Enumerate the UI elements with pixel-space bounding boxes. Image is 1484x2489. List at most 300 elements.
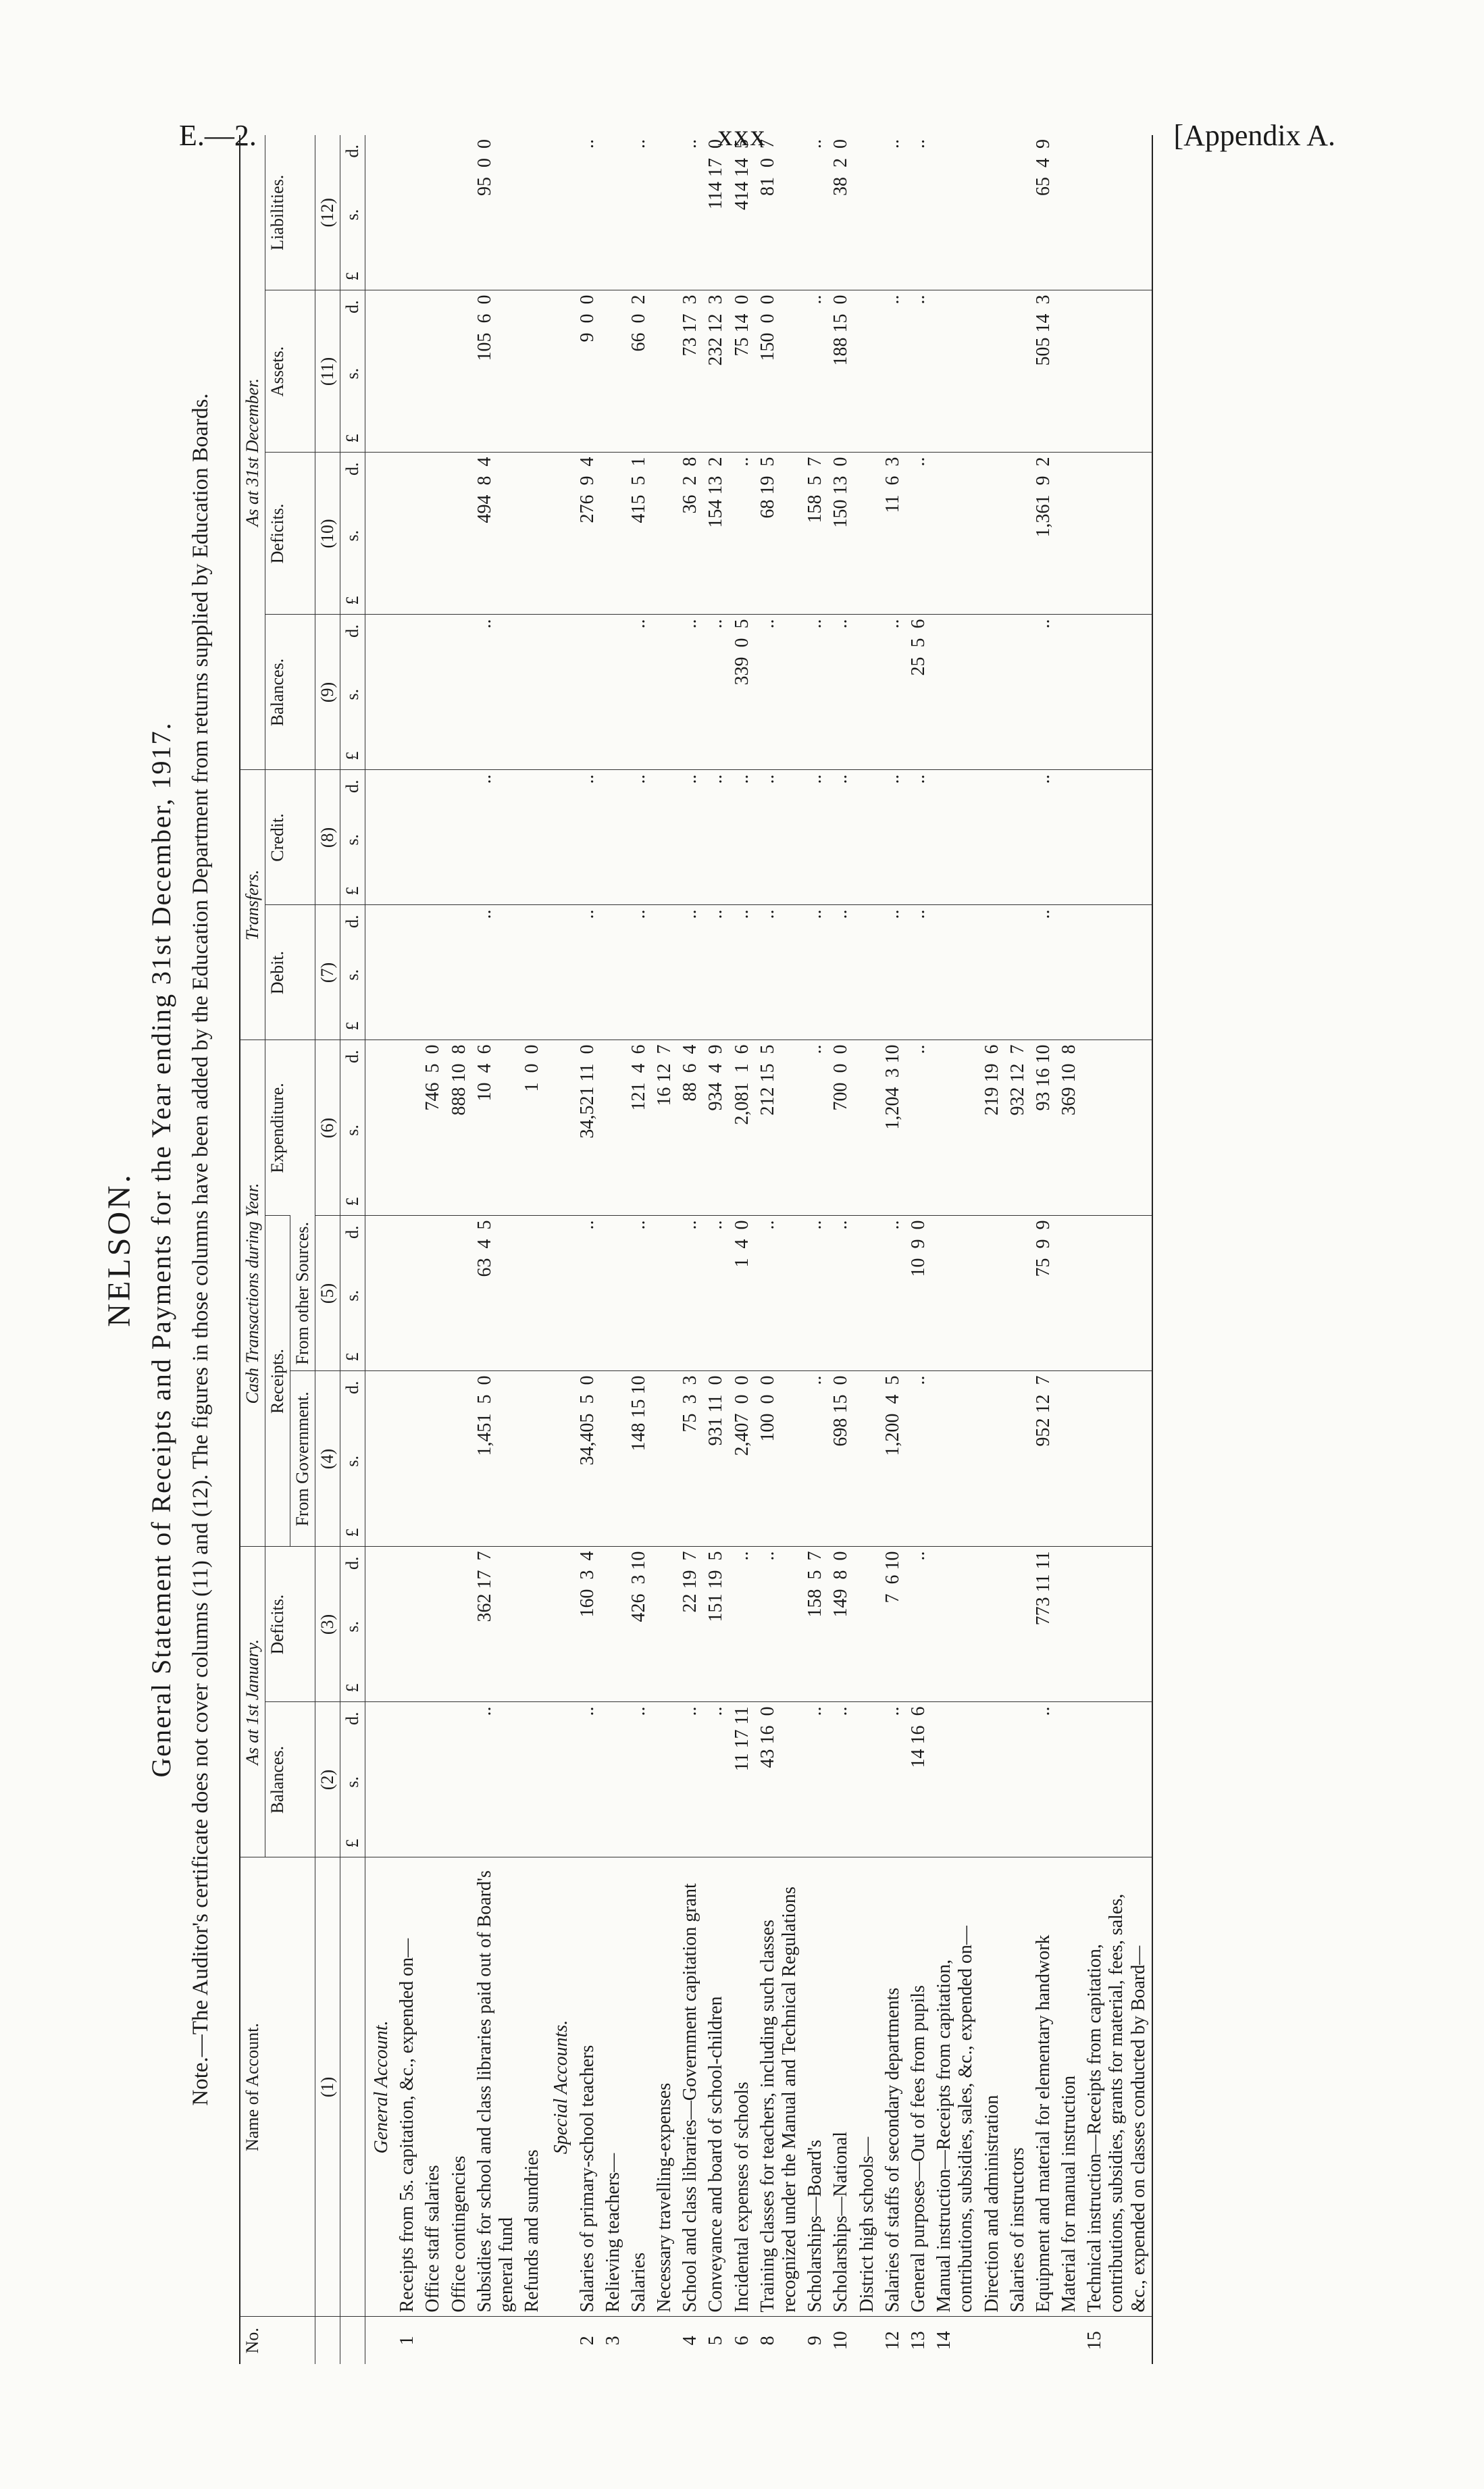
account-name: Relieving teachers— — [600, 1857, 625, 2317]
amount-cell — [446, 135, 471, 290]
amount-cell — [1082, 1040, 1152, 1216]
amount-cell: .. — [729, 770, 754, 905]
amount-cell — [545, 905, 574, 1040]
amount-cell — [1056, 770, 1082, 905]
amount-cell — [600, 615, 625, 770]
amount-cell: .. — [828, 905, 854, 1040]
amount-cell — [545, 1371, 574, 1547]
amount-cell — [394, 1040, 420, 1216]
amount-cell — [365, 770, 394, 905]
amount-cell — [365, 905, 394, 1040]
amount-cell — [1056, 905, 1082, 1040]
amount-cell: .. — [677, 905, 703, 1040]
amount-cell — [652, 905, 677, 1040]
amount-cell: 34,405 5 0 — [574, 1371, 600, 1547]
amount-cell — [545, 453, 574, 615]
pound-unit: £ — [342, 1352, 362, 1362]
col-num: (7) — [315, 905, 340, 1040]
amount-cell — [1082, 770, 1152, 905]
amount-cell: .. — [471, 1702, 519, 1857]
amount-cell: .. — [802, 770, 828, 905]
amount-cell: .. — [754, 905, 802, 1040]
amount-cell — [1004, 1547, 1030, 1702]
amount-cell — [420, 1371, 446, 1547]
pound-unit: £ — [342, 1683, 362, 1693]
amount-cell: 151 19 5 — [703, 1547, 729, 1702]
amount-cell: 339 0 5 — [729, 615, 754, 770]
amount-cell — [545, 770, 574, 905]
account-name: General purposes—Out of fees from pupils — [905, 1857, 931, 2317]
amount-cell — [652, 615, 677, 770]
amount-cell — [394, 1371, 420, 1547]
amount-cell — [854, 1547, 879, 1702]
account-row — [446, 135, 471, 2364]
amount-cell: 68 19 5 — [754, 453, 802, 615]
amount-cell — [519, 1547, 545, 1702]
account-name: Conveyance and board of school-children — [703, 1857, 729, 2317]
account-number — [1004, 2317, 1030, 2364]
account-number: 6 — [729, 2317, 754, 2364]
account-number: 5 — [703, 2317, 729, 2364]
pound-unit: £ — [342, 1021, 362, 1031]
amount-cell: .. — [879, 615, 905, 770]
amount-cell — [446, 453, 471, 615]
amount-cell: 10 9 0 — [905, 1216, 931, 1371]
account-number: 1 — [394, 2317, 420, 2364]
amount-cell — [1082, 453, 1152, 615]
amount-cell — [1004, 453, 1030, 615]
account-number — [365, 2317, 394, 2364]
amount-cell — [1082, 1547, 1152, 1702]
amount-cell: .. — [802, 1702, 828, 1857]
col-deficits-jan: Deficits. — [265, 1547, 315, 1702]
account-row — [828, 135, 854, 2364]
amount-cell — [420, 453, 446, 615]
col-balances-dec: Balances. — [265, 615, 315, 770]
amount-cell — [854, 1702, 879, 1857]
col-debit: Debit. — [265, 905, 315, 1040]
account-name: Material for manual instruction — [1056, 1857, 1082, 2317]
amount-cell: .. — [754, 770, 802, 905]
amount-cell: 1 0 0 — [519, 1040, 545, 1216]
pence-unit: d. — [342, 1556, 362, 1570]
amount-cell — [574, 615, 600, 770]
pence-unit: d. — [342, 462, 362, 476]
amount-cell — [545, 1702, 574, 1857]
amount-cell: 494 8 4 — [471, 453, 519, 615]
shilling-unit: s. — [342, 833, 362, 846]
amount-cell — [1056, 615, 1082, 770]
amount-cell: .. — [471, 615, 519, 770]
amount-cell: 1,361 9 2 — [1030, 453, 1056, 615]
account-number: 9 — [802, 2317, 828, 2364]
amount-cell: 114 17 0 — [705, 138, 726, 209]
amount-cell — [979, 1371, 1004, 1547]
col-num: (4) — [315, 1371, 340, 1547]
amount-cell — [446, 1216, 471, 1371]
amount-cell — [446, 1547, 471, 1702]
amount-cell: .. — [625, 905, 651, 1040]
amount-cell — [979, 1702, 1004, 1857]
amount-cell — [420, 770, 446, 905]
account-number — [471, 2317, 519, 2364]
account-name: Technical instruction—Receipts from capitation, contributions, subsidies, grants for material, fees, sales, &c., expended on classes conducted by Board— — [1082, 1857, 1152, 2317]
amount-cell — [446, 1702, 471, 1857]
amount-cell: .. — [576, 138, 597, 149]
amount-cell: .. — [802, 1371, 828, 1547]
amount-cell: .. — [1030, 770, 1056, 905]
amount-cell: .. — [804, 138, 825, 149]
amount-cell: 11 17 11 — [729, 1702, 754, 1857]
account-number: 12 — [879, 2317, 905, 2364]
pound-unit: £ — [342, 434, 362, 443]
amount-cell — [652, 135, 677, 290]
col-num: (6) — [315, 1040, 340, 1216]
amount-cell — [600, 1547, 625, 1702]
amount-cell: 232 12 3 — [703, 290, 729, 453]
amount-cell — [446, 1371, 471, 1547]
amount-cell — [365, 1040, 394, 1216]
col-assets: Assets. — [265, 290, 315, 453]
account-number — [1030, 2317, 1056, 2364]
amount-cell: 22 19 7 — [677, 1547, 703, 1702]
group-receipts: Receipts. — [265, 1216, 290, 1547]
amount-cell — [394, 135, 420, 290]
amount-cell — [1004, 615, 1030, 770]
amount-cell: 73 17 3 — [677, 290, 703, 453]
amount-cell: 88 6 4 — [677, 1040, 703, 1216]
amount-cell — [545, 1547, 574, 1702]
amount-cell — [519, 290, 545, 453]
amount-cell: 75 14 0 — [729, 290, 754, 453]
amount-cell — [979, 770, 1004, 905]
section-heading: General Account. — [365, 1857, 394, 2317]
pence-unit: d. — [342, 1381, 362, 1394]
shilling-unit: s. — [342, 1124, 362, 1136]
account-name: Refunds and sundries — [519, 1857, 545, 2317]
amount-cell: .. — [625, 1702, 651, 1857]
amount-cell: .. — [828, 1216, 854, 1371]
account-name: Salaries — [625, 1857, 651, 2317]
amount-cell — [545, 1216, 574, 1371]
amount-cell — [931, 1547, 979, 1702]
shilling-unit: s. — [342, 1289, 362, 1302]
amount-cell — [854, 290, 879, 453]
amount-cell: .. — [471, 905, 519, 1040]
amount-cell — [1004, 905, 1030, 1040]
amount-cell — [1004, 1216, 1030, 1371]
account-row — [574, 135, 600, 2364]
account-number: 8 — [754, 2317, 802, 2364]
amount-cell: 188 15 0 — [828, 290, 854, 453]
amount-cell — [931, 453, 979, 615]
account-row — [1004, 135, 1030, 2364]
col-num: (10) — [315, 453, 340, 615]
amount-cell: .. — [574, 905, 600, 1040]
pound-unit: £ — [342, 596, 362, 605]
amount-cell — [519, 135, 545, 290]
account-name: Salaries of instructors — [1004, 1857, 1030, 2317]
pence-unit: d. — [342, 624, 362, 638]
amount-cell: .. — [574, 770, 600, 905]
auditor-note: Note.—The Auditor's certificate does not cover columns (11) and (12). The figures in those columns have been added by the Education Department from returns supplied by Education Boards. — [188, 393, 213, 2106]
shilling-unit: s. — [342, 688, 362, 700]
account-row — [905, 135, 931, 2364]
amount-cell: 505 14 3 — [1030, 290, 1056, 453]
account-name: Manual instruction—Receipts from capitation, contributions, subsidies, sales, &c., expended on— — [931, 1857, 979, 2317]
rotated-statement — [101, 135, 1384, 2364]
account-name: Equipment and material for elementary handwork — [1030, 1857, 1056, 2317]
amount-cell: .. — [625, 615, 651, 770]
amount-cell — [365, 290, 394, 453]
amount-cell — [931, 905, 979, 1040]
col-num: (12) — [315, 135, 340, 290]
amount-cell — [1082, 135, 1152, 290]
amount-cell — [600, 1040, 625, 1216]
account-name: Necessary travelling-expenses — [652, 1857, 677, 2317]
amount-cell — [519, 453, 545, 615]
amount-cell: 212 15 5 — [754, 1040, 802, 1216]
amount-cell — [365, 1371, 394, 1547]
amount-cell: .. — [802, 1216, 828, 1371]
amount-cell: .. — [679, 138, 700, 149]
amount-cell: 75 3 3 — [677, 1371, 703, 1547]
amount-cell — [545, 135, 574, 290]
shilling-unit: s. — [342, 1776, 362, 1788]
shilling-unit: s. — [342, 1455, 362, 1467]
amount-cell: 2,081 1 6 — [729, 1040, 754, 1216]
amount-cell — [979, 453, 1004, 615]
amount-cell: .. — [677, 1702, 703, 1857]
amount-cell: 43 16 0 — [754, 1702, 802, 1857]
amount-cell — [1004, 290, 1030, 453]
amount-cell — [1056, 1216, 1082, 1371]
account-row — [394, 135, 420, 2364]
amount-cell — [854, 453, 879, 615]
amount-cell — [652, 1547, 677, 1702]
shilling-unit: s. — [342, 969, 362, 981]
amount-cell: 934 4 9 — [703, 1040, 729, 1216]
amount-cell: .. — [879, 905, 905, 1040]
amount-cell: .. — [677, 1216, 703, 1371]
amount-cell: 9 0 0 — [574, 290, 600, 453]
amount-cell: 369 10 8 — [1056, 1040, 1082, 1216]
amount-cell: .. — [905, 1371, 931, 1547]
amount-cell — [652, 1216, 677, 1371]
account-row — [677, 135, 703, 2364]
amount-cell — [365, 615, 394, 770]
amount-cell: .. — [828, 770, 854, 905]
amount-cell — [365, 1702, 394, 1857]
col-deficits-dec: Deficits. — [265, 453, 315, 615]
amount-cell — [1056, 1702, 1082, 1857]
pence-unit: d. — [342, 1050, 362, 1063]
amount-cell: 66 0 2 — [625, 290, 651, 453]
pound-unit: £ — [342, 1839, 362, 1848]
account-name: Scholarships—Board's — [802, 1857, 828, 2317]
amount-cell: 25 5 6 — [905, 615, 931, 770]
pence-unit: d. — [342, 915, 362, 928]
amount-cell — [931, 135, 979, 290]
account-row — [471, 135, 519, 2364]
account-row — [420, 135, 446, 2364]
amount-cell — [446, 770, 471, 905]
amount-cell — [519, 770, 545, 905]
account-name: Office contingencies — [446, 1857, 471, 2317]
amount-cell — [854, 135, 879, 290]
amount-cell: .. — [905, 1547, 931, 1702]
amount-cell: .. — [905, 453, 931, 615]
shilling-unit: s. — [342, 1620, 362, 1633]
pence-unit: d. — [342, 144, 362, 158]
amount-cell — [600, 1216, 625, 1371]
amount-cell: 148 15 10 — [625, 1371, 651, 1547]
col-liabilities: Liabilities. — [265, 135, 315, 290]
amount-cell: .. — [1030, 615, 1056, 770]
pence-unit: d. — [342, 1712, 362, 1725]
amount-cell — [931, 615, 979, 770]
page-code: E.—2. — [179, 119, 257, 152]
account-row — [931, 135, 979, 2364]
amount-cell: .. — [729, 453, 754, 615]
amount-cell: .. — [703, 615, 729, 770]
amount-cell: 7 6 10 — [879, 1547, 905, 1702]
amount-cell — [1056, 453, 1082, 615]
shilling-unit: s. — [342, 530, 362, 542]
account-name: District high schools— — [854, 1857, 879, 2317]
section-heading: Special Accounts. — [545, 1857, 574, 2317]
amount-cell: 38 2 0 — [829, 138, 851, 196]
amount-cell: 426 3 10 — [625, 1547, 651, 1702]
amount-cell — [420, 290, 446, 453]
group-transfers: Transfers. — [240, 770, 265, 1040]
pound-unit: £ — [342, 1197, 362, 1206]
amount-cell — [854, 615, 879, 770]
account-row — [1082, 135, 1152, 2364]
amount-cell — [979, 1547, 1004, 1702]
amount-cell — [446, 905, 471, 1040]
pound-unit: £ — [342, 1528, 362, 1537]
amount-cell: 105 6 0 — [471, 290, 519, 453]
amount-cell: 63 4 5 — [471, 1216, 519, 1371]
amount-cell: 746 5 0 — [420, 1040, 446, 1216]
amount-cell — [979, 135, 1004, 290]
amount-cell: 11 6 3 — [879, 453, 905, 615]
amount-cell: 276 9 4 — [574, 453, 600, 615]
amount-cell: 95 0 0 — [474, 138, 495, 196]
amount-cell: .. — [879, 1702, 905, 1857]
amount-cell — [931, 770, 979, 905]
amount-cell — [652, 770, 677, 905]
amount-cell: .. — [574, 1216, 600, 1371]
account-number — [545, 2317, 574, 2364]
amount-cell — [1056, 1547, 1082, 1702]
amount-cell: 700 0 0 — [828, 1040, 854, 1216]
amount-cell: .. — [879, 290, 905, 453]
amount-cell: 219 19 6 — [979, 1040, 1004, 1216]
board-title: NELSON. — [101, 1172, 137, 1327]
amount-cell: 93 16 10 — [1030, 1040, 1056, 1216]
amount-cell — [854, 1040, 879, 1216]
shilling-unit: s. — [342, 367, 362, 380]
amount-cell: .. — [1030, 1702, 1056, 1857]
amount-cell — [545, 290, 574, 453]
amount-cell — [652, 290, 677, 453]
pound-unit: £ — [342, 272, 362, 281]
amount-cell — [1082, 1702, 1152, 1857]
currency-unit-row — [340, 135, 365, 2364]
account-number — [420, 2317, 446, 2364]
account-number: 4 — [677, 2317, 703, 2364]
col-balances-jan: Balances. — [265, 1702, 315, 1857]
amount-cell — [365, 135, 394, 290]
amount-cell — [394, 905, 420, 1040]
shilling-unit: s. — [342, 209, 362, 221]
amount-cell — [365, 1216, 394, 1371]
amount-cell — [854, 770, 879, 905]
amount-cell — [394, 770, 420, 905]
account-row — [703, 135, 729, 2364]
col-num: (8) — [315, 770, 340, 905]
amount-cell: 16 12 7 — [652, 1040, 677, 1216]
amount-cell: 160 3 4 — [574, 1547, 600, 1702]
section-heading-row — [365, 135, 394, 2364]
amount-cell: .. — [703, 905, 729, 1040]
amount-cell — [1004, 135, 1030, 290]
page-number: xxx — [717, 119, 767, 152]
amount-cell: 888 10 8 — [446, 1040, 471, 1216]
amount-cell: 65 4 9 — [1032, 138, 1054, 196]
amount-cell — [519, 1216, 545, 1371]
amount-cell — [1056, 135, 1082, 290]
amount-cell — [600, 290, 625, 453]
amount-cell: 154 13 2 — [703, 453, 729, 615]
amount-cell — [1004, 770, 1030, 905]
col-num: (9) — [315, 615, 340, 770]
amount-cell — [420, 1702, 446, 1857]
amount-cell — [931, 1371, 979, 1547]
account-row — [802, 135, 828, 2364]
amount-cell — [931, 290, 979, 453]
amount-cell: 1,204 3 10 — [879, 1040, 905, 1216]
amount-cell: 414 14 5 — [731, 138, 752, 210]
amount-cell — [931, 1702, 979, 1857]
amount-cell: .. — [754, 615, 802, 770]
amount-cell — [394, 1216, 420, 1371]
amount-cell — [519, 905, 545, 1040]
amount-cell: 81 0 7 — [757, 138, 778, 196]
col-num: (2) — [315, 1702, 340, 1857]
amount-cell: .. — [754, 1547, 802, 1702]
account-number — [446, 2317, 471, 2364]
pence-unit: d. — [342, 1225, 362, 1239]
amount-cell: 100 0 0 — [754, 1371, 802, 1547]
statement-body — [365, 135, 1152, 2364]
amount-cell — [420, 135, 446, 290]
account-number — [1056, 2317, 1082, 2364]
account-row — [729, 135, 754, 2364]
col-credit: Credit. — [265, 770, 315, 905]
account-name: Incidental expenses of schools — [729, 1857, 754, 2317]
amount-cell — [652, 453, 677, 615]
amount-cell — [1082, 615, 1152, 770]
statement-title: General Statement of Receipts and Payments for the Year ending 31st December, 1917. — [145, 721, 176, 1778]
account-name: Direction and administration — [979, 1857, 1004, 2317]
col-from-government: From Government. — [290, 1371, 315, 1547]
amount-cell — [1004, 1702, 1030, 1857]
amount-cell: .. — [905, 905, 931, 1040]
amount-cell: .. — [905, 770, 931, 905]
